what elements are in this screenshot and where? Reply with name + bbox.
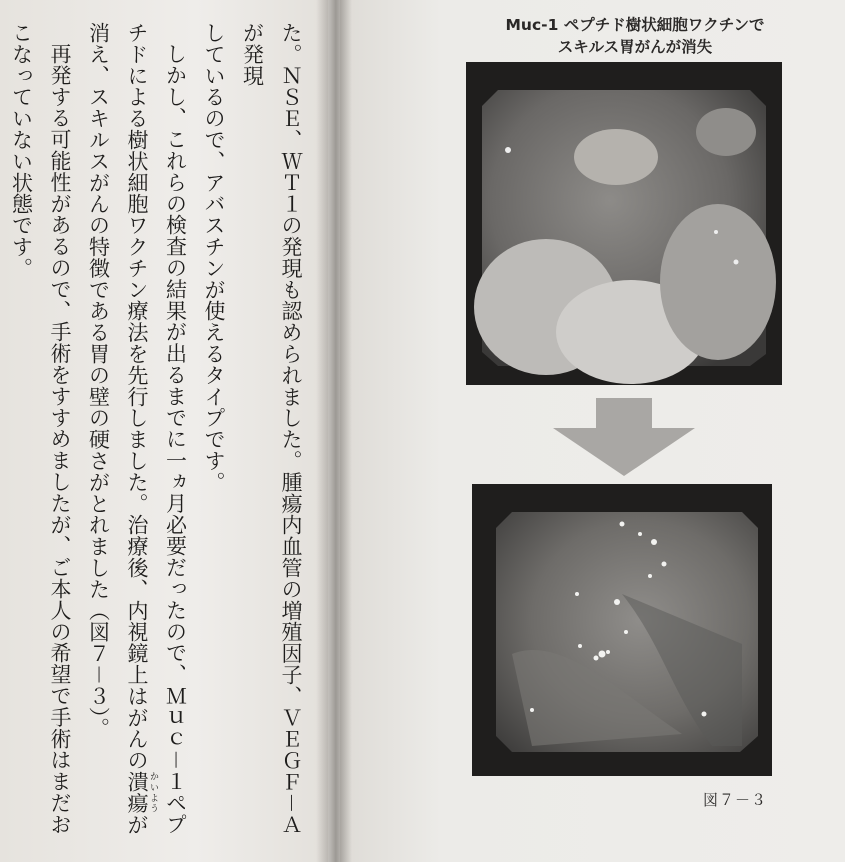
body-paragraph-3: 再発する可能性があるので、手術をすすめましたが、ご本人の希望で手術はまだおこなっていない状態です。 (9, 22, 72, 835)
arrow-down-icon (553, 398, 695, 476)
body-text (9, 22, 310, 842)
figure-title-line-1: Muc-1 ペプチド樹状細胞ワクチンで (505, 16, 765, 34)
endoscopy-photo-after (472, 484, 772, 776)
body-paragraph-2: しかし、これらの検査の結果が出るまでに一ヵ月必要だったので、Ｍｕｃ－１ペプチドによる樹状細胞ワクチン療法を先行しました。治療後、内視鏡上はがんの潰瘍 かいようが消え、スキルスがんの特徴である胃の壁の硬さがとれました（図７－３）。 (86, 22, 188, 836)
body-line-2: しているので、アバスチンが使えるタイプです。 (202, 22, 226, 493)
figure-title (470, 14, 800, 58)
body-line-1: た。ＮＳＥ、ＷＴ１の発現も認められました。腫瘍内血管の増殖因子、ＶＥＧＦ－Ａが発現 (240, 22, 303, 836)
figure-label: 図７－３ (703, 791, 768, 809)
ruby-reading: かいよう (148, 771, 158, 814)
book-gutter (316, 0, 352, 862)
figure-title-line-2: スキルス胃がんが消失 (557, 38, 713, 56)
endoscopy-photo-before (466, 62, 782, 385)
ruby-ulcer: 潰瘍 かいよう (125, 771, 158, 814)
